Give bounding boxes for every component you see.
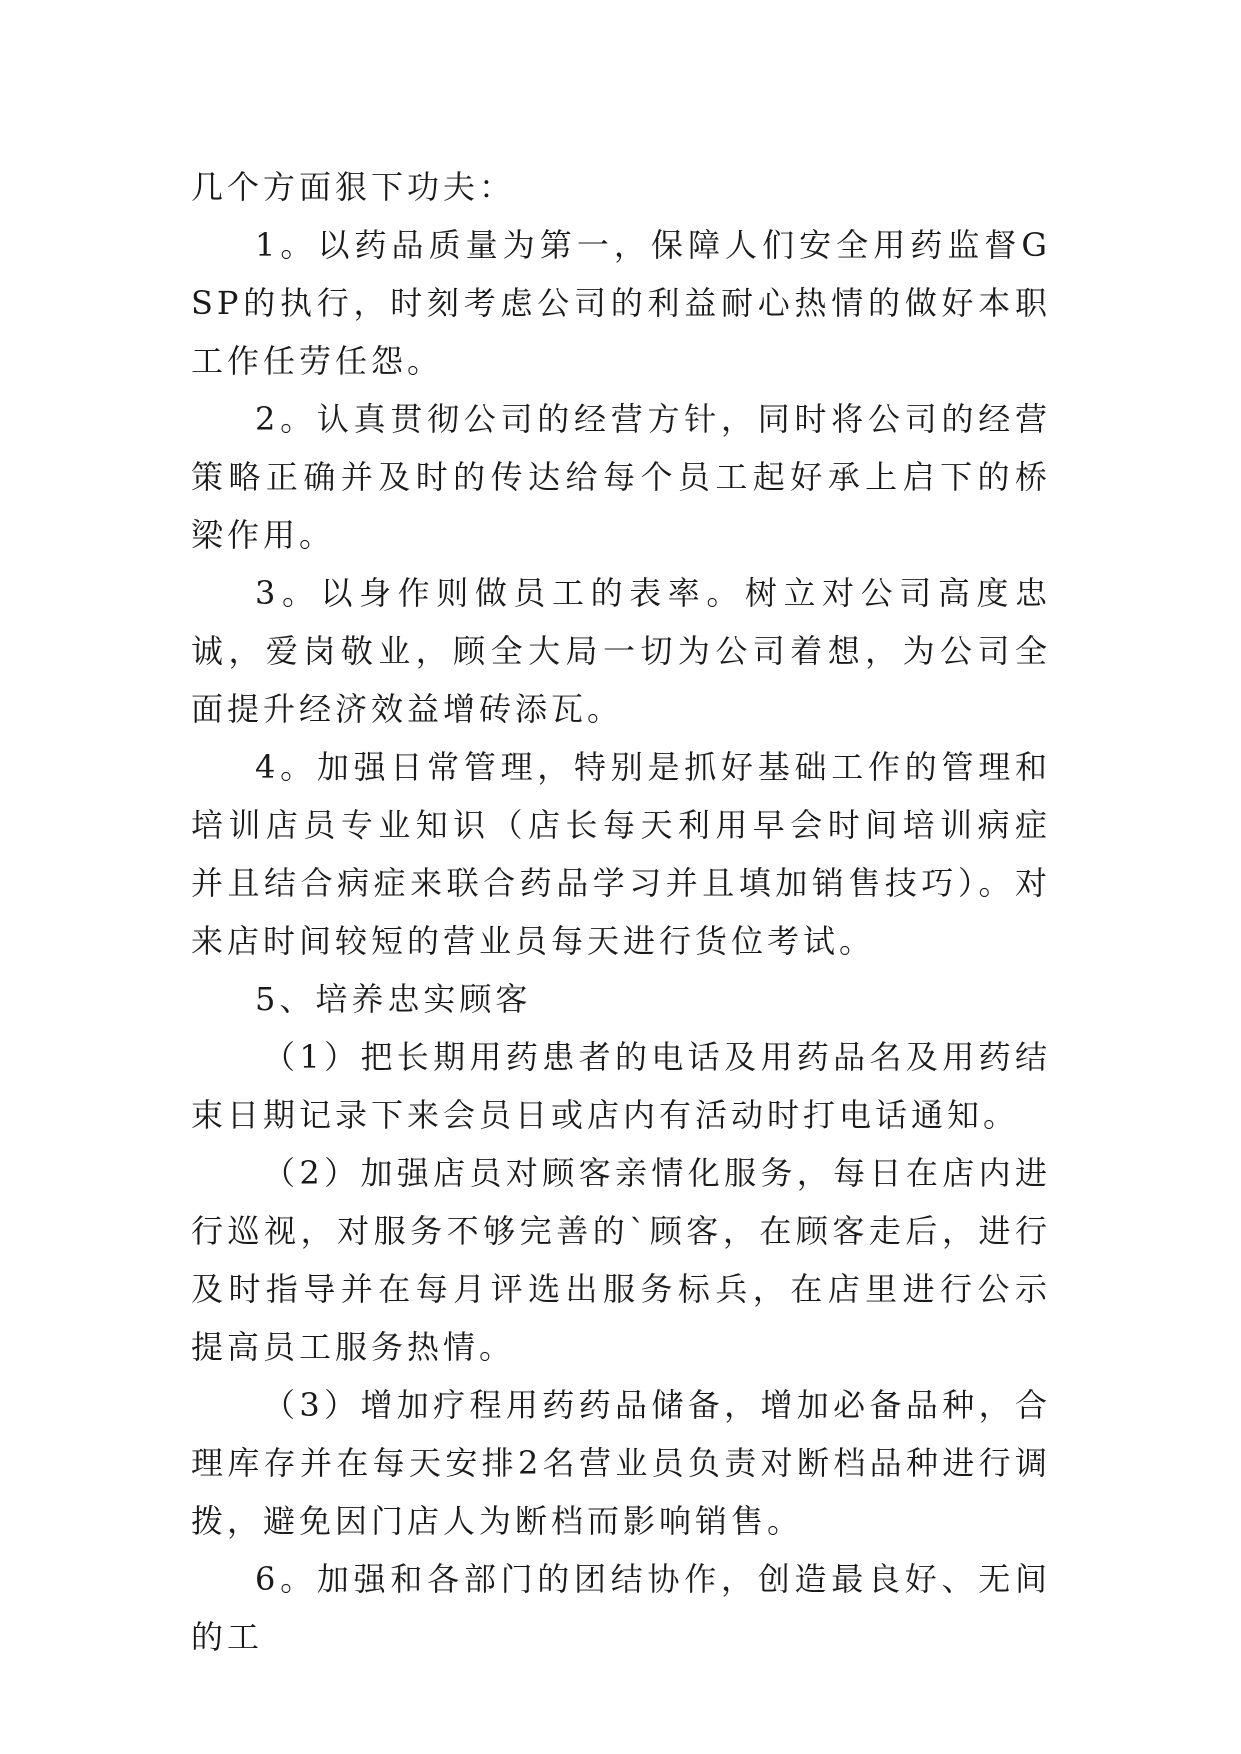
paragraph-item-3: 3。以身作则做员工的表率。树立对公司高度忠诚，爱岗敬业，顾全大局一切为公司着想，为公司全面提升经济效益增砖添瓦。: [191, 574, 1051, 728]
paragraph-item-5-heading: 5、培养忠实顾客: [255, 980, 532, 1018]
paragraph-subitem-2: （2）加强店员对顾客亲情化服务，每日在店内进行巡视，对服务不够完善的`顾客，在顾客走后，进行及时指导并在每月评选出服务标兵，在店里进行公示提高员工服务热情。: [191, 1154, 1051, 1366]
paragraph-intro: 几个方面狠下功夫：: [191, 168, 516, 206]
paragraph-item-2: 2。认真贯彻公司的经营方针，同时将公司的经营策略正确并及时的传达给每个员工起好承上启下的桥梁作用。: [191, 400, 1051, 554]
paragraph-subitem-3: （3）增加疗程用药药品储备，增加必备品种，合理库存并在每天安排2名营业员负责对断档品种进行调拨，避免因门店人为断档而影响销售。: [191, 1386, 1051, 1540]
paragraph-item-4: 4。加强日常管理，特别是抓好基础工作的管理和培训店员专业知识（店长每天利用早会时间培训病症并且结合病症来联合药品学习并且填加销售技巧）。对来店时间较短的营业员每天进行货位考试。: [191, 748, 1051, 960]
document-body: [191, 158, 1051, 1666]
paragraph-item-1: 1。以药品质量为第一，保障人们安全用药监督GSP的执行，时刻考虑公司的利益耐心热情的做好本职工作任劳任怨。: [191, 226, 1051, 380]
paragraph-subitem-1: （1）把长期用药患者的电话及用药品名及用药结束日期记录下来会员日或店内有活动时打电话通知。: [191, 1038, 1051, 1134]
paragraph-item-6: 6。加强和各部门的团结协作，创造最良好、无间的工: [191, 1560, 1051, 1656]
